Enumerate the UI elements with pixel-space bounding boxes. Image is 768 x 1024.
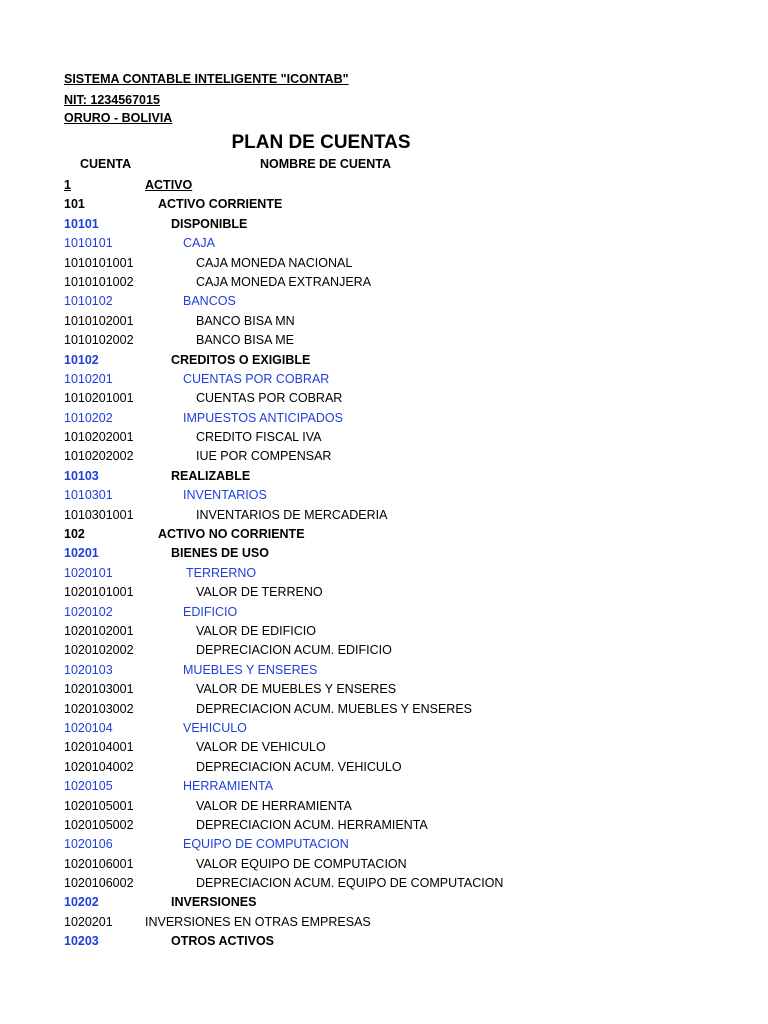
account-row	[0, 273, 768, 292]
accounts-list	[0, 176, 768, 952]
account-name: CUENTAS POR COBRAR	[183, 371, 330, 386]
account-name: VALOR EQUIPO DE COMPUTACION	[196, 856, 407, 871]
account-code: 10201	[64, 546, 99, 561]
account-row	[0, 176, 768, 195]
account-code: 1010202	[64, 410, 113, 425]
account-name: HERRAMIENTA	[183, 779, 274, 794]
account-row	[0, 738, 768, 757]
account-code: 1010201	[64, 371, 113, 386]
account-row	[0, 700, 768, 719]
account-name: CREDITO FISCAL IVA	[196, 430, 322, 445]
account-name: VALOR DE HERRAMIENTA	[196, 798, 352, 813]
account-row	[0, 641, 768, 660]
account-row	[0, 622, 768, 641]
account-code: 1010102002	[64, 333, 134, 348]
account-code: 1020101	[64, 565, 113, 580]
account-code: 1020103	[64, 662, 113, 677]
account-row	[0, 254, 768, 273]
account-row	[0, 583, 768, 602]
account-name: DISPONIBLE	[171, 216, 248, 231]
account-code: 102	[64, 527, 85, 542]
account-name: INVENTARIOS DE MERCADERIA	[196, 507, 388, 522]
account-code: 1020105001	[64, 798, 134, 813]
account-row	[0, 680, 768, 699]
account-code: 1010102001	[64, 313, 134, 328]
account-row	[0, 389, 768, 408]
account-name: VALOR DE TERRENO	[196, 585, 323, 600]
account-row	[0, 758, 768, 777]
account-code: 101	[64, 197, 85, 212]
account-code: 1020106002	[64, 876, 134, 891]
account-row	[0, 195, 768, 214]
account-code: 1020104001	[64, 740, 134, 755]
account-code: 1010301001	[64, 507, 134, 522]
account-name: OTROS ACTIVOS	[171, 934, 275, 949]
account-name: BANCOS	[183, 294, 236, 309]
account-code: 1020103002	[64, 701, 134, 716]
account-name: VALOR DE MUEBLES Y ENSERES	[196, 682, 397, 697]
nit-number: NIT: 1234567015	[64, 93, 160, 107]
account-name: EDIFICIO	[183, 604, 238, 619]
account-name: DEPRECIACION ACUM. MUEBLES Y ENSERES	[196, 701, 473, 716]
account-row	[0, 564, 768, 583]
account-row	[0, 292, 768, 311]
account-row	[0, 661, 768, 680]
location: ORURO - BOLIVIA	[64, 111, 173, 125]
account-row	[0, 719, 768, 738]
account-row	[0, 525, 768, 544]
account-code: 1010202001	[64, 430, 134, 445]
account-name: DEPRECIACION ACUM. EDIFICIO	[196, 643, 392, 658]
account-name: EQUIPO DE COMPUTACION	[183, 837, 349, 852]
account-name: CUENTAS POR COBRAR	[196, 391, 343, 406]
account-code: 10203	[64, 934, 99, 949]
account-name: INVENTARIOS	[183, 488, 267, 503]
account-name: DEPRECIACION ACUM. EQUIPO DE COMPUTACION	[196, 876, 504, 891]
account-name: ACTIVO NO CORRIENTE	[158, 527, 305, 542]
account-row	[0, 351, 768, 370]
account-row	[0, 874, 768, 893]
column-header-code: CUENTA	[80, 157, 132, 171]
account-row	[0, 777, 768, 796]
account-name: CAJA	[183, 236, 215, 251]
account-code: 10202	[64, 895, 99, 910]
account-name: DEPRECIACION ACUM. HERRAMIENTA	[196, 817, 428, 832]
account-name: BIENES DE USO	[171, 546, 269, 561]
account-name: MUEBLES Y ENSERES	[183, 662, 318, 677]
account-code: 10101	[64, 216, 99, 231]
account-row	[0, 797, 768, 816]
account-code: 1010101	[64, 236, 113, 251]
column-header-name: NOMBRE DE CUENTA	[260, 157, 392, 171]
account-row	[0, 603, 768, 622]
account-code: 1020103001	[64, 682, 134, 697]
company-name: SISTEMA CONTABLE INTELIGENTE "ICONTAB"	[64, 72, 349, 86]
account-name: VALOR DE EDIFICIO	[196, 623, 316, 638]
account-row	[0, 331, 768, 350]
account-name: DEPRECIACION ACUM. VEHICULO	[196, 759, 402, 774]
account-row	[0, 506, 768, 525]
account-row	[0, 544, 768, 563]
account-code: 1020105002	[64, 817, 134, 832]
account-name: BANCO BISA ME	[196, 333, 294, 348]
account-name: INVERSIONES	[171, 895, 257, 910]
account-code: 1010201001	[64, 391, 134, 406]
account-code: 1020201	[64, 914, 113, 929]
account-code: 1020106001	[64, 856, 134, 871]
account-code: 10102	[64, 352, 99, 367]
account-code: 1020101001	[64, 585, 134, 600]
account-row	[0, 932, 768, 951]
account-row	[0, 913, 768, 932]
page-title-text: PLAN DE CUENTAS	[231, 132, 411, 153]
account-row	[0, 816, 768, 835]
account-row	[0, 312, 768, 331]
account-code: 1010301	[64, 488, 113, 503]
account-row	[0, 855, 768, 874]
account-row	[0, 215, 768, 234]
account-row	[0, 428, 768, 447]
account-code: 1020102001	[64, 623, 134, 638]
account-code: 1010202002	[64, 449, 134, 464]
account-row	[0, 370, 768, 389]
account-code: 1	[64, 178, 71, 192]
account-name: CAJA MONEDA NACIONAL	[196, 255, 353, 270]
account-code: 1010101001	[64, 255, 134, 270]
account-code: 1020102	[64, 604, 113, 619]
account-code: 1020104	[64, 720, 113, 735]
account-row	[0, 835, 768, 854]
account-row	[0, 893, 768, 912]
account-row	[0, 447, 768, 466]
account-code: 1020102002	[64, 643, 134, 658]
account-code: 1020104002	[64, 759, 134, 774]
account-code: 10103	[64, 468, 99, 483]
account-row	[0, 234, 768, 253]
account-name: VEHICULO	[183, 720, 247, 735]
account-name: CAJA MONEDA EXTRANJERA	[196, 274, 372, 289]
account-name: ACTIVO CORRIENTE	[158, 197, 283, 212]
account-code: 1010101002	[64, 274, 134, 289]
account-row	[0, 486, 768, 505]
account-name: IUE POR COMPENSAR	[196, 449, 332, 464]
account-code: 1020105	[64, 779, 113, 794]
account-name: INVERSIONES EN OTRAS EMPRESAS	[145, 914, 371, 929]
account-name: CREDITOS O EXIGIBLE	[171, 352, 311, 367]
account-name: VALOR DE VEHICULO	[196, 740, 326, 755]
page-title	[0, 132, 642, 154]
account-row	[0, 409, 768, 428]
account-name: IMPUESTOS ANTICIPADOS	[183, 410, 343, 425]
account-code: 1010102	[64, 294, 113, 309]
account-row	[0, 467, 768, 486]
account-name: REALIZABLE	[171, 468, 251, 483]
account-code: 1020106	[64, 837, 113, 852]
account-name: BANCO BISA MN	[196, 313, 295, 328]
account-name: ACTIVO	[145, 178, 193, 192]
account-name: TERRERNO	[186, 565, 257, 580]
